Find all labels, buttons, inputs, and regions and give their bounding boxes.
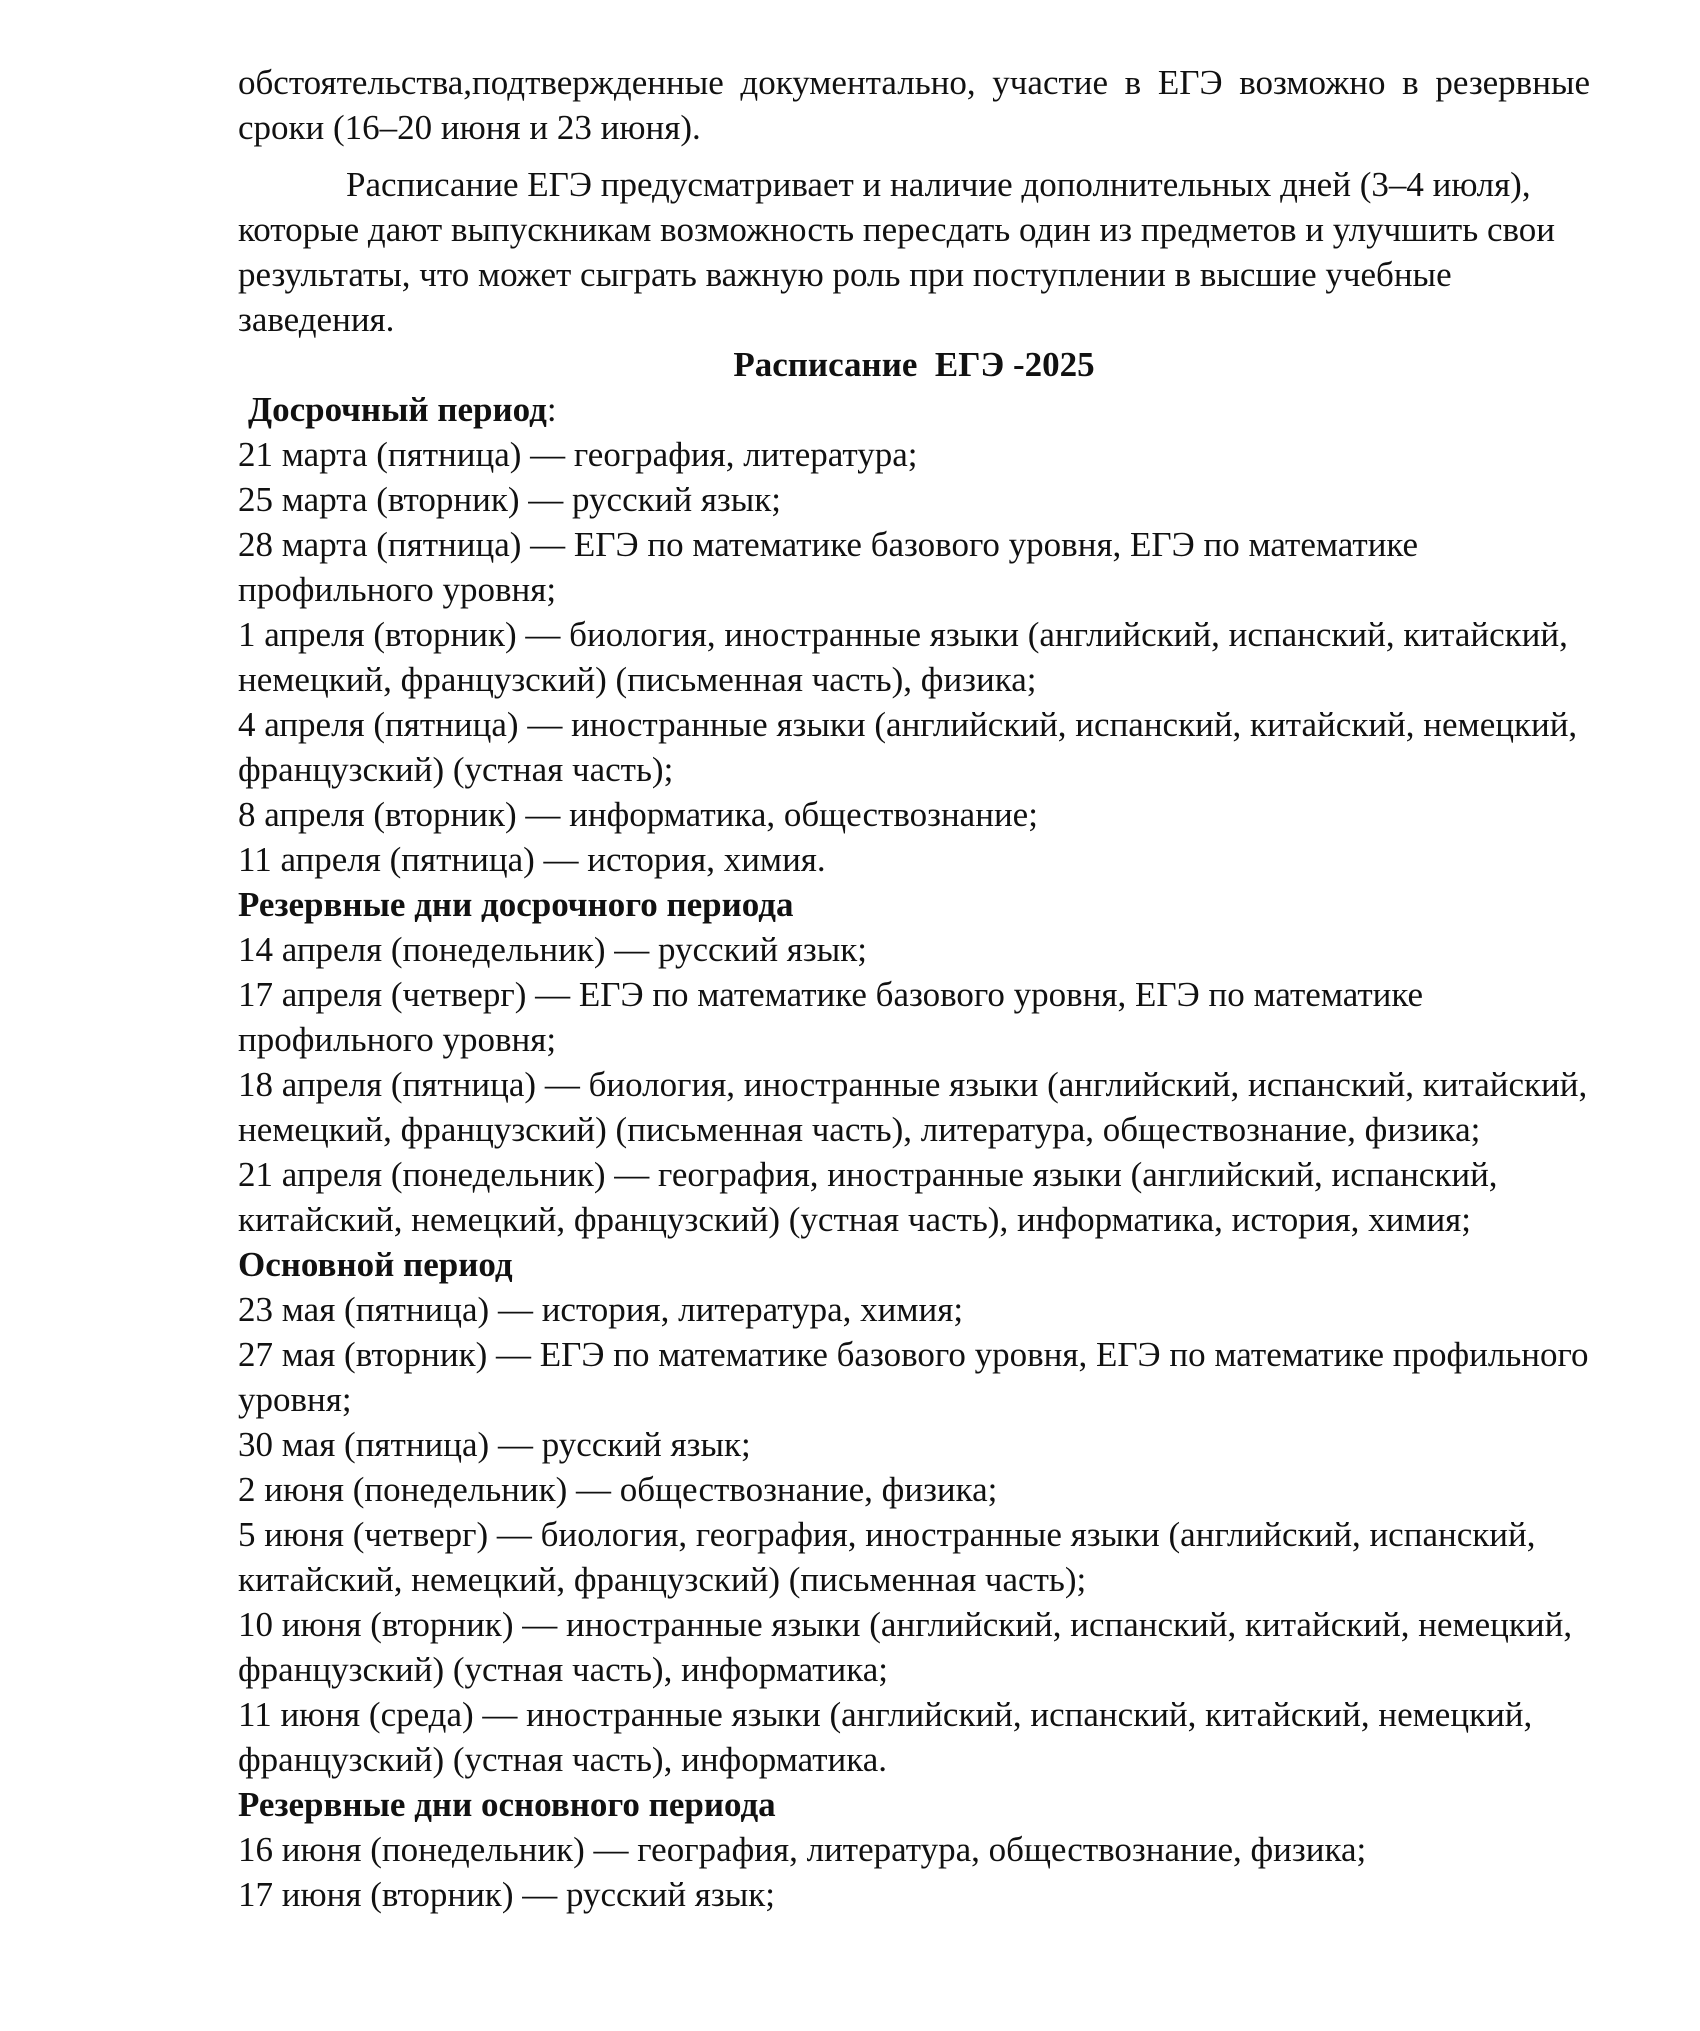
section-heading: [238, 1782, 1590, 1827]
schedule-section: [238, 1242, 1590, 1782]
schedule-entry: 17 июня (вторник) — русский язык;: [238, 1875, 775, 1914]
schedule-entry: 10 июня (вторник) — иностранные языки (английский, испанский, китайский, немецкий, французский) (устная часть), информатика;: [238, 1605, 1573, 1689]
schedule-section: [238, 882, 1590, 1242]
document-title: Расписание ЕГЭ -2025: [733, 345, 1095, 384]
schedule-entry: 11 апреля (пятница) — история, химия.: [238, 840, 826, 879]
schedule-entry: 1 апреля (вторник) — биология, иностранные языки (английский, испанский, китайский, немецкий, французский) (письменная часть), физика;: [238, 615, 1568, 699]
section-heading-text: Резервные дни основного периода: [238, 1785, 776, 1824]
schedule-entry: 14 апреля (понедельник) — русский язык;: [238, 930, 867, 969]
section-heading-suffix: :: [546, 390, 557, 429]
schedule-entry: 30 мая (пятница) — русский язык;: [238, 1425, 751, 1464]
schedule-entry: 5 июня (четверг) — биология, география, иностранные языки (английский, испанский, китайский, немецкий, французский) (письменная часть);: [238, 1515, 1536, 1599]
schedule-entry: 27 мая (вторник) — ЕГЭ по математике базового уровня, ЕГЭ по математике профильного уровня;: [238, 1335, 1589, 1419]
schedule-sections: [238, 387, 1590, 1917]
section-heading: [238, 1242, 1590, 1287]
section-heading-text: Досрочный период: [248, 390, 547, 429]
schedule-entry: 8 апреля (вторник) — информатика, обществознание;: [238, 795, 1038, 834]
document-page: [238, 60, 1590, 1917]
schedule-entry: 4 апреля (пятница) — иностранные языки (английский, испанский, китайский, немецкий, французский) (устная часть);: [238, 705, 1578, 789]
schedule-entry: 23 мая (пятница) — история, литература, химия;: [238, 1290, 964, 1329]
section-heading-text: Резервные дни досрочного периода: [238, 885, 794, 924]
schedule-entry: 21 марта (пятница) — география, литература;: [238, 435, 918, 474]
intro-paragraph-2: Расписание ЕГЭ предусматривает и наличие дополнительных дней (3–4 июля), которые дают выпускникам возможность пересдать один из предметов и улучшить свои результаты, что может сыграть важную роль при поступлении в высшие учебные заведения.: [238, 165, 1555, 339]
schedule-section: [238, 1782, 1590, 1917]
schedule-entry: 28 марта (пятница) — ЕГЭ по математике базового уровня, ЕГЭ по математике профильного уровня;: [238, 525, 1419, 609]
schedule-entry: 18 апреля (пятница) — биология, иностранные языки (английский, испанский, китайский, немецкий, французский) (письменная часть), литература, обществознание, физика;: [238, 1065, 1588, 1149]
schedule-entry: 11 июня (среда) — иностранные языки (английский, испанский, китайский, немецкий, французский) (устная часть), информатика.: [238, 1695, 1533, 1779]
schedule-entry: 25 марта (вторник) — русский язык;: [238, 480, 781, 519]
section-heading: [238, 387, 1590, 432]
schedule-entry: 16 июня (понедельник) — география, литература, обществознание, физика;: [238, 1830, 1367, 1869]
section-heading-text: Основной период: [238, 1245, 513, 1284]
schedule-entry: 21 апреля (понедельник) — география, иностранные языки (английский, испанский, китайский, немецкий, французский) (устная часть), информатика, история, химия;: [238, 1155, 1498, 1239]
schedule-section: [238, 387, 1590, 882]
intro-paragraph-1: обстоятельства,подтвержденные документально, участие в ЕГЭ возможно в резервные сроки (16–20 июня и 23 июня).: [238, 63, 1590, 147]
section-heading: [238, 882, 1590, 927]
schedule-entry: 2 июня (понедельник) — обществознание, физика;: [238, 1470, 998, 1509]
schedule-entry: 17 апреля (четверг) — ЕГЭ по математике базового уровня, ЕГЭ по математике профильного уровня;: [238, 975, 1424, 1059]
